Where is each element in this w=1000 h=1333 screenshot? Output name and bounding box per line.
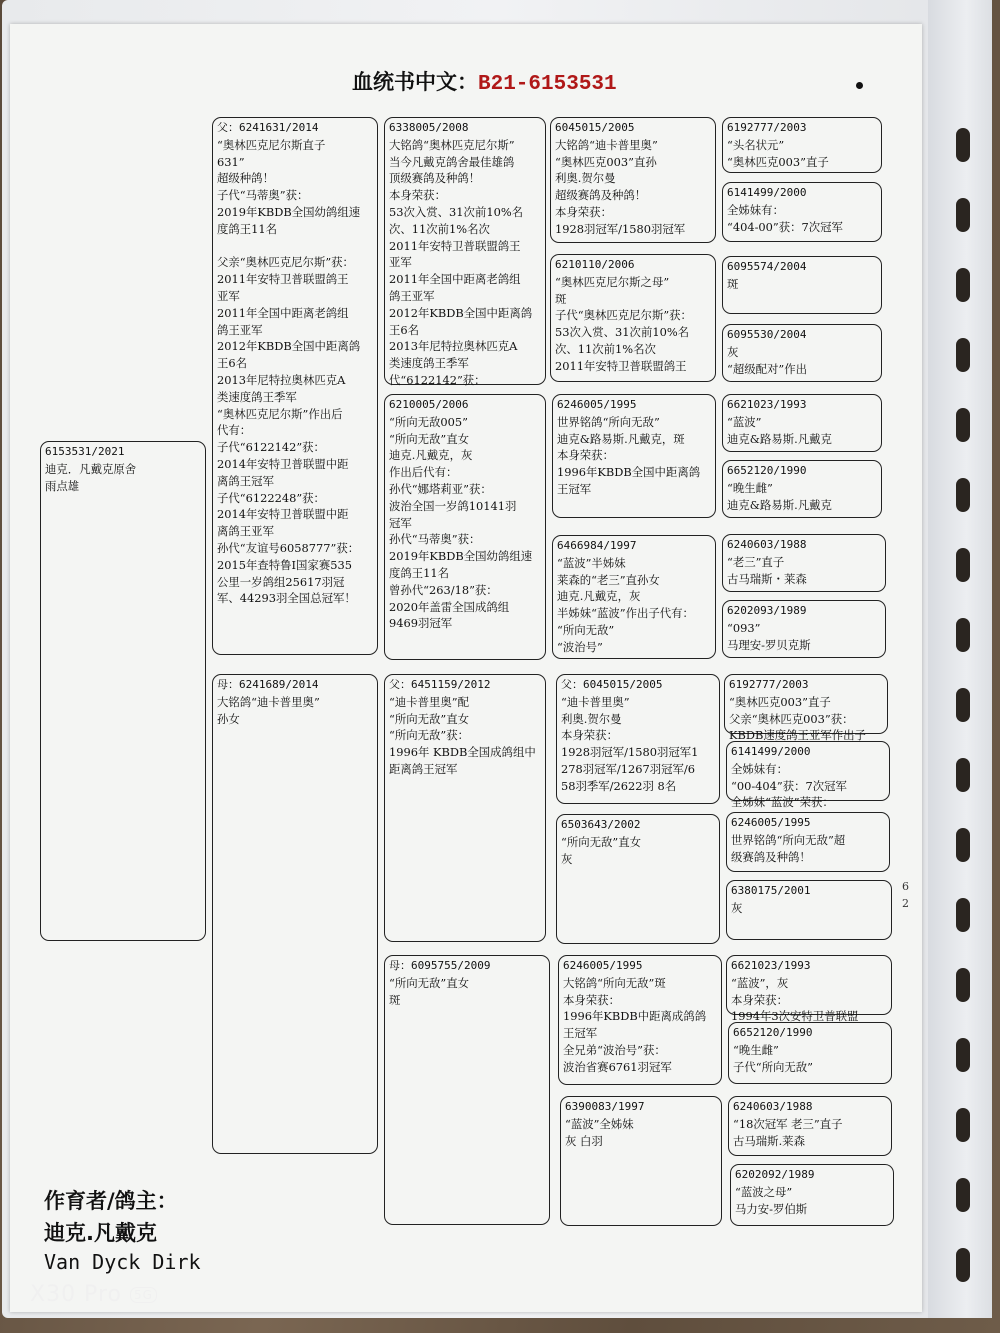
pedigree-text-line: 斑: [389, 992, 401, 1007]
pedigree-text-line: 1996年KBDB中距离成鸽鸽: [563, 1009, 707, 1024]
binder-hole: [956, 968, 970, 1002]
ring-number-line: 6141499/2000: [731, 745, 811, 758]
pedigree-text-line: 王6名: [217, 356, 248, 371]
pedigree-text-line: “蓝波”半姊妹: [557, 555, 626, 570]
binder-hole: [956, 198, 970, 232]
pedigree-text-line: 灰: [561, 851, 573, 866]
pigeon-box-dam: [212, 674, 378, 1154]
pedigree-text-line: “所向无敌”获：: [389, 728, 469, 743]
pigeon-box-g4-1: [722, 117, 882, 173]
pedigree-text-line: 距离鸽王冠军: [389, 761, 458, 776]
pedigree-text-line: 次、11次前1%名次: [389, 221, 490, 236]
pedigree-text-line: 亚军: [389, 255, 412, 270]
pigeon-box-sire-dam: [384, 394, 546, 660]
pedigree-text-line: 离鸽王亚军: [217, 524, 274, 539]
pedigree-text-line: 王冠军: [563, 1026, 598, 1041]
pedigree-text-line: 当今凡戴克鸽舍最佳雄鸽: [389, 154, 515, 169]
pedigree-text-line: 子代“奥林匹克尼尔斯”获：: [555, 308, 692, 323]
binder-hole: [956, 408, 970, 442]
pigeon-box-g4-16: [730, 1164, 894, 1226]
pedigree-text-line: “所向无敌”直女: [389, 431, 469, 446]
ring-number-line: 6503643/2002: [561, 818, 641, 831]
ring-number-line: 6095574/2004: [727, 260, 807, 273]
ring-number-line: 6210005/2006: [389, 398, 469, 411]
pedigree-text-line: “093”: [727, 620, 761, 635]
edge-text: 6: [902, 880, 909, 893]
ring-number-line: 父：6451159/2012: [389, 678, 491, 691]
dot-mark: [856, 82, 863, 89]
pedigree-text-line: 王冠军: [557, 481, 592, 496]
pedigree-text-line: “老三”直子: [727, 554, 785, 569]
pedigree-text-line: 半姊妹“蓝波”作出子代有：: [557, 606, 694, 621]
ring-number-line: 6202092/1989: [735, 1168, 815, 1181]
pedigree-text-line: 马理安-罗贝克斯: [727, 637, 811, 652]
pigeon-box-ddd: [560, 1096, 722, 1226]
pedigree-text-line: “00-404”获：7次冠军: [731, 778, 847, 793]
pedigree-text-line: “所向无敌”直女: [389, 975, 469, 990]
pedigree-text-line: 2011年全国中距离老鸽组: [217, 305, 349, 320]
pigeon-box-g4-11: [726, 812, 890, 872]
pedigree-text-line: 度鸽王11名: [217, 221, 278, 236]
pedigree-text-line: “18次冠军 老三”直子: [733, 1116, 843, 1131]
pigeon-box-g4-14: [728, 1022, 892, 1084]
binder-hole: [956, 758, 970, 792]
pedigree-text-line: 2014年安特卫普联盟中距: [217, 456, 349, 471]
pigeon-box-g4-3: [722, 256, 882, 314]
ring-number-line: 母：6095755/2009: [389, 959, 491, 972]
binder-hole: [956, 1178, 970, 1212]
pedigree-text-line: 2019年KBDB全国幼鸽组速: [389, 549, 533, 564]
pedigree-text-line: 全兄弟“波治号”获：: [563, 1042, 666, 1057]
ring-number-line: 6380175/2001: [731, 884, 811, 897]
edge-text: 2: [902, 897, 909, 910]
binder-hole: [956, 1038, 970, 1072]
binder-hole: [956, 548, 970, 582]
ring-number-line: 6652120/1990: [727, 464, 807, 477]
pigeon-box-g4-5: [722, 394, 882, 452]
pedigree-text-line: 子代“6122142”获：: [217, 440, 325, 455]
page-title: [352, 66, 617, 96]
pedigree-text-line: KBDB速度鸽王亚军作出子: [729, 728, 866, 743]
pedigree-text-line: 古马瑞斯.莱森: [733, 1133, 805, 1148]
pedigree-text-line: “蓝波之母”: [735, 1184, 793, 1199]
pedigree-text-line: 亚军: [217, 288, 240, 303]
pedigree-text-line: “奥林匹克003”直孙: [555, 154, 657, 169]
pedigree-text-line: 顶级赛鸽及种鸽！: [389, 171, 481, 186]
ring-number-line: 6045015/2005: [555, 121, 635, 134]
pedigree-text-line: “头名状元”: [727, 137, 785, 152]
pedigree-text-line: “所向无敌”: [557, 622, 615, 637]
breeder-name-en: Van Dyck Dirk: [44, 1250, 201, 1274]
binder-hole: [956, 1248, 970, 1282]
pedigree-text-line: 离鸽王冠军: [217, 473, 274, 488]
pedigree-text-line: “所向无敌”直女: [561, 834, 641, 849]
pedigree-text-line: 雨点雄: [45, 478, 80, 493]
pigeon-box-g4-8: [722, 600, 886, 658]
pedigree-text-line: 大铭鸽“奥林匹克尼尔斯”: [389, 137, 515, 152]
pigeon-box-dss: [556, 674, 720, 804]
binder-hole: [956, 478, 970, 512]
pedigree-text-line: 2019年KBDB全国幼鸽组速: [217, 204, 361, 219]
pedigree-text-line: 子代“6122248”获：: [217, 490, 325, 505]
pedigree-text-line: 鸽王亚军: [389, 288, 435, 303]
pigeon-box-g4-9: [724, 674, 888, 743]
pedigree-text-line: 类速度鸽王季军: [217, 389, 297, 404]
pedigree-text-line: 王6名: [389, 322, 420, 337]
pedigree-text-line: 本身荣获：: [561, 728, 618, 743]
pedigree-text-line: 马力安-罗伯斯: [735, 1201, 808, 1216]
pigeon-box-sss: [550, 117, 716, 243]
ring-number-line: 6095530/2004: [727, 328, 807, 341]
ring-number-line: 6246005/1995: [731, 816, 811, 829]
pedigree-text-line: 全姊妹“蓝波”荣获：: [731, 795, 834, 810]
pedigree-text-line: 大铭鸽“所向无敌”斑: [563, 975, 666, 990]
ring-number-line: 6466984/1997: [557, 539, 637, 552]
binder-hole: [956, 688, 970, 722]
pedigree-text-line: 大铭鸽“迪卡普里奥”: [217, 694, 320, 709]
pedigree-text-line: “蓝波”，灰: [731, 975, 789, 990]
title-label: 血统书中文：: [352, 69, 478, 94]
pedigree-text-line: 曾孙代“263/18”获：: [389, 582, 498, 597]
pedigree-text-line: 世界铭鸽“所向无敌”超: [731, 832, 846, 847]
pedigree-text-line: 1994年3次安特卫普联盟: [731, 1009, 859, 1024]
pedigree-text-line: 2011年安特卫普联盟鸽王: [217, 272, 349, 287]
pedigree-text-line: 2011年安特卫普联盟鸽王: [555, 358, 687, 373]
pigeon-box-g4-6: [722, 460, 882, 518]
pedigree-text-line: “所向无敌005”: [389, 414, 468, 429]
pedigree-text-line: 本身荣获：: [731, 992, 788, 1007]
pedigree-text-line: 莱森的“老三”直孙女: [557, 572, 660, 587]
pedigree-text-line: [217, 238, 373, 255]
pedigree-text-line: 利奥.贺尔曼: [555, 171, 616, 186]
binder-hole: [956, 268, 970, 302]
pedigree-text-line: 古马瑞斯・莱森: [727, 571, 807, 586]
pedigree-text-line: 灰: [727, 344, 739, 359]
ring-number: B21-6153531: [478, 73, 617, 96]
pedigree-text-line: 本身荣获：: [557, 448, 614, 463]
pedigree-text-line: 类速度鸽王季军: [389, 356, 469, 371]
pigeon-box-sds: [552, 394, 716, 518]
camera-watermark: [30, 1282, 157, 1307]
pedigree-text-line: 鸽王亚军: [217, 322, 263, 337]
pedigree-text-line: “蓝波”: [727, 414, 762, 429]
ring-number-line: 6621023/1993: [731, 959, 811, 972]
pedigree-text-line: “奥林匹克003”直子: [727, 154, 829, 169]
pigeon-box-ssd: [550, 254, 716, 382]
pedigree-text-line: 波治省赛6761羽冠军: [563, 1059, 672, 1074]
pedigree-text-line: 公里一岁鸽组25617羽冠: [217, 574, 345, 589]
pedigree-text-line: 作出后代有：: [389, 465, 458, 480]
watermark-brand: X30 Pro: [30, 1282, 122, 1307]
pedigree-text-line: 代“6122142”获：: [389, 372, 486, 387]
pedigree-text-line: 1996年 KBDB全国成鸽组中: [389, 745, 536, 760]
pigeon-box-g4-4: [722, 324, 882, 382]
pedigree-text-line: “奥林匹克尼尔斯之母”: [555, 274, 670, 289]
pedigree-text-line: 2013年尼特拉奥林匹克A: [389, 339, 518, 354]
pedigree-text-line: 迪克&路易斯.凡戴克: [727, 431, 832, 446]
pedigree-text-line: 2012年KBDB全国中距离鸽: [389, 305, 533, 320]
ring-number-line: 6240603/1988: [733, 1100, 813, 1113]
pedigree-text-line: 2013年尼特拉奥林匹克A: [217, 372, 346, 387]
pigeon-box-subject: [40, 441, 206, 941]
pedigree-text-line: “超级配对”作出: [727, 361, 807, 376]
pedigree-text-line: 灰: [731, 900, 743, 915]
breeder-label: 作育者/鸽主：: [44, 1189, 178, 1213]
pedigree-text-line: 超级赛鸽及种鸽！: [555, 188, 647, 203]
pedigree-text-line: 2015年查特鲁I国家赛535: [217, 557, 352, 572]
pedigree-text-line: 1928羽冠军/1580羽冠军: [555, 221, 686, 236]
pedigree-text-line: 2014年安特卫普联盟中距: [217, 507, 349, 522]
ring-number-line: 6202093/1989: [727, 604, 807, 617]
pedigree-text-line: “404-00”获：7次冠军: [727, 219, 843, 234]
pedigree-text-line: 波治全国一岁鸽10141羽: [389, 498, 517, 513]
pedigree-text-line: 2011年全国中距离老鸽组: [389, 272, 521, 287]
pedigree-text-line: “迪卡普里奥”配: [389, 694, 469, 709]
pedigree-text-line: “波治号”: [557, 639, 603, 654]
pedigree-text-line: 全姊妹有：: [727, 202, 784, 217]
pedigree-text-line: “晚生雌”: [727, 480, 773, 495]
pedigree-text-line: “晚生雌”: [733, 1042, 779, 1057]
pigeon-box-sdd: [552, 535, 716, 659]
pedigree-text-line: 利奥.贺尔曼: [561, 711, 622, 726]
pigeon-box-g4-10: [726, 741, 890, 810]
pedigree-text-line: 孙女: [217, 711, 240, 726]
pedigree-text-line: 父亲“奥林匹克003”获：: [729, 711, 854, 726]
ring-number-line: 6192777/2003: [729, 678, 809, 691]
pedigree-text-line: “奥林匹克尼尔斯直子: [217, 137, 326, 152]
pedigree-text-line: 278羽冠军/1267羽冠军/6: [561, 761, 695, 776]
binder-hole: [956, 1108, 970, 1142]
pedigree-text-line: 2012年KBDB全国中距离鸽: [217, 339, 361, 354]
pedigree-text-line: 父亲“奥林匹克尼尔斯”获：: [217, 255, 354, 270]
ring-number-line: 6338005/2008: [389, 121, 469, 134]
pigeon-box-dam-dam: [384, 955, 550, 1225]
pedigree-text-line: 级赛鸽及种鸽！: [731, 849, 811, 864]
pedigree-text-line: “所向无敌”直女: [389, 711, 469, 726]
pedigree-text-line: 子代“所向无敌”: [733, 1059, 813, 1074]
pedigree-text-line: 世界铭鸽“所向无敌”: [557, 414, 660, 429]
pedigree-text-line: 1928羽冠军/1580羽冠军1: [561, 745, 699, 760]
pedigree-text-line: 53次入赏、31次前10%名: [389, 204, 524, 219]
pedigree-text-line: 全姊妹有：: [731, 761, 788, 776]
ring-number-line: 母：6241689/2014: [217, 678, 319, 691]
ring-number-line: 6240603/1988: [727, 538, 807, 551]
pedigree-text-line: “蓝波”全姊妹: [565, 1116, 634, 1131]
pedigree-text-line: 斑: [727, 276, 739, 291]
pedigree-text-line: “迪卡普里奥”: [561, 694, 630, 709]
binder-hole: [956, 338, 970, 372]
breeder-name-cn: 迪克.凡戴克: [44, 1221, 157, 1245]
pedigree-text-line: 58羽季军/2622羽 8名: [561, 778, 677, 793]
pedigree-text-line: 本身荣获：: [555, 204, 612, 219]
ring-number-line: 6246005/1995: [557, 398, 637, 411]
pigeon-box-dsd: [556, 814, 720, 944]
binder-hole: [956, 898, 970, 932]
pedigree-text-line: 冠军: [389, 515, 412, 530]
ring-number-line: 6621023/1993: [727, 398, 807, 411]
pedigree-text-line: 超级种鸽！: [217, 171, 274, 186]
pedigree-text-line: 迪克．凡戴克原舍: [45, 461, 137, 476]
pedigree-text-line: 次、11次前1%名次: [555, 341, 656, 356]
ring-number-line: 6390083/1997: [565, 1100, 645, 1113]
pigeon-box-dam-sire: [384, 674, 546, 942]
binder-hole: [956, 128, 970, 162]
pedigree-text-line: “奥林匹克尼尔斯”作出后: [217, 406, 343, 421]
ring-number-line: 6210110/2006: [555, 258, 635, 271]
pedigree-text-line: 迪克.凡戴克，灰: [389, 448, 473, 463]
pedigree-text-line: 代有：: [217, 423, 252, 438]
pedigree-text-line: 度鸽王11名: [389, 565, 450, 580]
pigeon-box-sire-sire: [384, 117, 546, 385]
pedigree-text-line: 大铭鸽“迪卡普里奥”: [555, 137, 658, 152]
binder-hole: [956, 828, 970, 862]
pigeon-box-g4-13: [726, 955, 892, 1024]
pedigree-text-line: “奥林匹克003”直子: [729, 694, 831, 709]
ring-number-line: 6652120/1990: [733, 1026, 813, 1039]
pedigree-text-line: 迪克.凡戴克，灰: [557, 589, 641, 604]
pedigree-text-line: 孙代“马蒂奥”获：: [389, 532, 481, 547]
pedigree-text-line: 孙代“友谊号6058777”获：: [217, 540, 360, 555]
ring-number-line: 6153531/2021: [45, 445, 125, 458]
pedigree-text-line: 53次入赏、31次前10%名: [555, 325, 690, 340]
ring-number-line: 父：6045015/2005: [561, 678, 663, 691]
watermark-5g-tag: 5G: [130, 1287, 157, 1303]
ring-number-line: 6192777/2003: [727, 121, 807, 134]
pedigree-text-line: 孙代“娜塔莉亚”获：: [389, 481, 492, 496]
ring-number-line: 6141499/2000: [727, 186, 807, 199]
pedigree-text-line: 灰 白羽: [565, 1133, 603, 1148]
pedigree-text-line: 迪克&路易斯.凡戴克，斑: [557, 431, 685, 446]
pigeon-box-g4-15: [728, 1096, 892, 1156]
pedigree-text-line: 迪克&路易斯.凡戴克: [727, 497, 832, 512]
pigeon-box-g4-12: [726, 880, 892, 940]
pigeon-box-g4-2: [722, 182, 882, 242]
pigeon-box-g4-7: [722, 534, 886, 592]
pedigree-text-line: 本身荣获：: [389, 188, 446, 203]
pigeon-box-dds: [558, 955, 722, 1085]
pedigree-text-line: 本身荣获：: [563, 992, 620, 1007]
pedigree-text-line: 2020年盖雷全国成鸽组: [389, 599, 510, 614]
pedigree-text-line: 子代“马蒂奥”获：: [217, 188, 309, 203]
pedigree-text-line: 9469羽冠军: [389, 616, 453, 631]
ring-number-line: 6246005/1995: [563, 959, 643, 972]
pedigree-text-line: 2011年安特卫普联盟鸽王: [389, 238, 521, 253]
pedigree-text-line: 斑: [555, 291, 567, 306]
binder-hole: [956, 618, 970, 652]
pedigree-text-line: 631”: [217, 154, 245, 169]
pigeon-box-sire: [212, 117, 378, 655]
ring-number-line: 父：6241631/2014: [217, 121, 319, 134]
pedigree-text-line: 1996年KBDB全国中距离鸽: [557, 465, 701, 480]
pedigree-text-line: 军、44293羽全国总冠军！: [217, 591, 356, 606]
